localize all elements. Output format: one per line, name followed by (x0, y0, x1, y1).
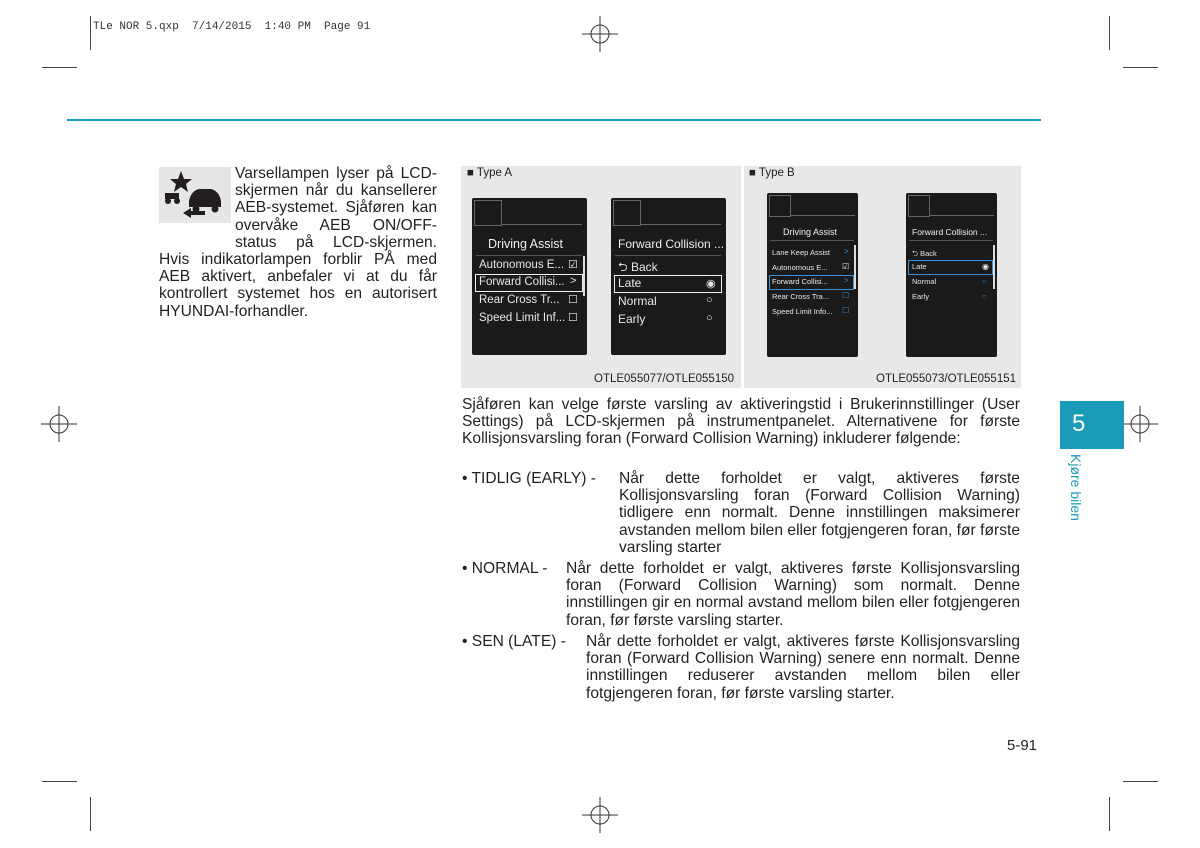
bullet-desc: Når dette forholdet er valgt, aktiveres første Kollisjonsvarsling foran (Forward Collision Warning) senere enn normalt. Denne innstillingen reduserer avstanden mellom bilen eller fotgjengeren foran, før første varsling starter. (586, 633, 1020, 702)
file-header-meta: TLe NOR 5.qxp 7/14/2015 1:40 PM Page 91 (93, 21, 371, 33)
menu-item[interactable]: Rear Cross Tra... (772, 292, 830, 301)
bullet-term: • SEN (LATE) - (462, 633, 566, 650)
checkbox-icon[interactable]: ☐ (842, 306, 850, 315)
scrollbar[interactable] (993, 245, 995, 289)
aeb-warning-paragraph (159, 165, 437, 320)
checkbox-icon[interactable]: ☐ (842, 291, 850, 300)
registration-mark-icon (1122, 406, 1158, 442)
figure-a-code: OTLE055077/OTLE055150 (594, 373, 735, 385)
menu-item[interactable]: Autonomous E... (772, 263, 828, 272)
figure-b-label: ■ Type B (749, 167, 795, 179)
screen-divider (909, 240, 993, 241)
type-a-screen-driving-assist (472, 198, 587, 355)
chevron-right-icon[interactable]: > (844, 247, 849, 256)
checkbox-icon[interactable]: ☐ (568, 312, 578, 324)
screen-icon-slot (769, 195, 791, 217)
screen-icon-slot (613, 200, 641, 226)
bullet-late (462, 633, 1020, 719)
back-item[interactable]: ⮌ Back (618, 260, 658, 274)
header-rule (67, 119, 1041, 121)
back-item[interactable]: ⮌ Back (912, 249, 937, 258)
screen-icon-slot (930, 195, 994, 216)
menu-item[interactable]: Forward Collisi... (772, 277, 828, 286)
registration-mark-icon (582, 797, 618, 833)
screen-title: Forward Collision ... (912, 227, 988, 237)
screen-icon-slot (908, 195, 930, 217)
radio-icon[interactable]: ○ (706, 294, 713, 306)
crop-mark (1123, 781, 1158, 782)
screen-title: Driving Assist (488, 237, 564, 251)
bullet-term: • TIDLIG (EARLY) - (462, 470, 596, 487)
figure-b-code: OTLE055073/OTLE055151 (876, 373, 1017, 385)
radio-icon[interactable]: ○ (982, 292, 987, 301)
bullet-term: • NORMAL - (462, 560, 548, 577)
checkbox-icon[interactable]: ☐ (568, 294, 578, 306)
option-early[interactable]: Early (912, 292, 930, 301)
screen-divider (770, 240, 854, 241)
radio-selected-icon[interactable]: ◉ (982, 262, 989, 271)
bullet-desc: Når dette forholdet er valgt, aktiveres første Kollisjonsvarsling foran (Forward Collision Warning) tidligere enn normalt. Denne innstillingen maksimerer avstanden mellom bilen eller fotgjengeren foran, før første varsling starter (619, 470, 1020, 556)
type-b-screen-forward-collision (906, 193, 997, 357)
bullet-normal (462, 560, 1020, 630)
screen-icon-slot (474, 200, 502, 226)
crop-mark (1123, 67, 1158, 68)
crop-mark (42, 67, 77, 68)
screen-divider (476, 255, 582, 256)
screen-divider (615, 255, 721, 256)
bullet-early (462, 470, 1020, 556)
icon-float-spacer (159, 165, 235, 235)
option-late[interactable]: Late (912, 262, 927, 271)
screen-title: Driving Assist (783, 227, 838, 237)
page-number: 5-91 (1007, 737, 1038, 754)
menu-item[interactable]: Lane Keep Assist (772, 248, 830, 257)
figure-a-label: ■ Type A (467, 167, 513, 179)
radio-icon[interactable]: ○ (982, 277, 987, 286)
bullet-desc: Når dette forholdet er valgt, aktiveres første Kollisjonsvarsling foran (Forward Collision Warning) som normalt. Denne innstillingen gir en normal avstand mellom bilen eller fotgjengeren foran, før første varsling starter. (566, 560, 1020, 629)
option-late[interactable]: Late (618, 276, 642, 290)
screen-icon-slot (791, 195, 855, 216)
checkbox-checked-icon[interactable]: ☑ (568, 259, 578, 271)
screen-icon-slot (502, 200, 582, 225)
radio-selected-icon[interactable]: ◉ (706, 278, 716, 290)
scrollbar[interactable] (854, 245, 856, 289)
menu-item[interactable]: Forward Collisi... (479, 276, 565, 288)
crop-mark (90, 16, 91, 50)
registration-mark-icon (41, 406, 77, 442)
option-normal[interactable]: Normal (912, 277, 937, 286)
chevron-right-icon[interactable]: > (844, 276, 849, 285)
menu-item[interactable]: Speed Limit Info... (772, 307, 833, 316)
checkbox-checked-icon[interactable]: ☑ (842, 262, 850, 271)
intro-text: Sjåføren kan velge første varsling av aktiveringstid i Brukerinnstillinger (User Settings) på LCD-skjermen på instrumentpanelet. Alternativene for første Kollisjonsvarsling foran (Forward Collision Warning) inkluderer følgende: (462, 396, 1020, 448)
figure-divider (741, 166, 744, 388)
type-a-screen-forward-collision (611, 198, 726, 355)
chapter-title: Kjøre bilen (1068, 454, 1084, 521)
option-early[interactable]: Early (618, 312, 646, 326)
registration-mark-icon (582, 16, 618, 52)
type-b-screen-driving-assist (767, 193, 858, 357)
chevron-right-icon[interactable]: > (570, 275, 577, 287)
intro-paragraph (462, 396, 1020, 448)
chapter-tab (1060, 401, 1124, 449)
menu-item[interactable]: Rear Cross Tr... (479, 294, 560, 306)
option-normal[interactable]: Normal (618, 294, 657, 308)
menu-item[interactable]: Speed Limit Inf... (479, 312, 566, 324)
radio-icon[interactable]: ○ (706, 312, 713, 324)
aeb-warning-text: Varsellampen lyser på LCD-skjermen når du kansellerer AEB-systemet. Sjåføren kan overvåke AEB ON/OFF-status på LCD-skjermen. Hvis indikatorlampen forblir PÅ med AEB aktivert, anbefaler vi at du får kontrollert systemet hos en autorisert HYUNDAI-forhandler. (159, 165, 437, 320)
chapter-title-vertical (1068, 454, 1090, 534)
crop-mark (1109, 797, 1110, 831)
crop-mark (1109, 16, 1110, 50)
screen-title: Forward Collision ... (618, 237, 725, 251)
chapter-number: 5 (1072, 410, 1086, 437)
screen-icon-slot (641, 200, 721, 225)
crop-mark (42, 781, 77, 782)
scrollbar[interactable] (583, 256, 585, 296)
crop-mark (90, 797, 91, 831)
menu-item[interactable]: Autonomous E... (479, 259, 565, 271)
